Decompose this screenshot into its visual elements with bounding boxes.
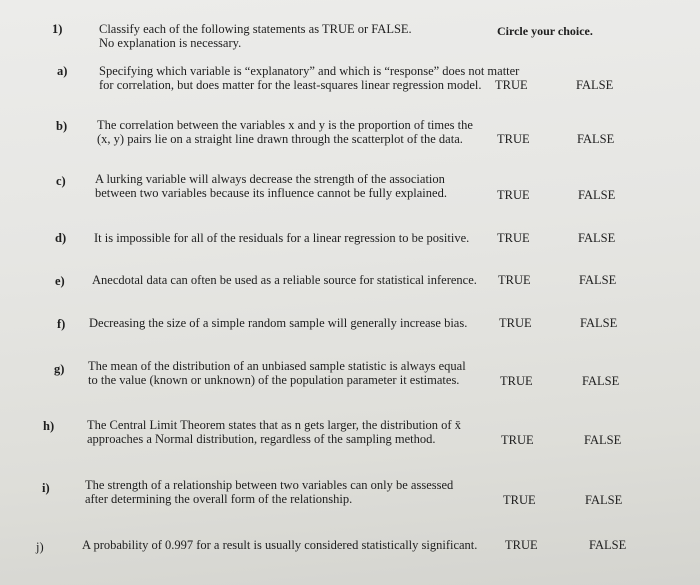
item-label: e) [55,274,65,288]
question-number: 1) [52,22,63,36]
true-choice[interactable]: TRUE [498,273,531,287]
statement-line-2: approaches a Normal distribution, regardless of the sampling method. [87,432,436,446]
item-label: a) [57,64,68,78]
statement-line-1: Decreasing the size of a simple random sample will generally increase bias. [89,316,468,330]
statement-line-1: The Central Limit Theorem states that as n gets larger, the distribution of x̄ [87,418,461,432]
statement-line-1: Anecdotal data can often be used as a reliable source for statistical inference. [92,273,477,287]
statement-line-2: (x, y) pairs lie on a straight line drawn through the scatterplot of the data. [97,132,463,146]
item-label: d) [55,231,67,245]
item-label: b) [56,119,68,133]
true-choice[interactable]: TRUE [505,538,538,552]
true-choice[interactable]: TRUE [501,433,534,447]
statement-line-2: between two variables because its influence cannot be fully explained. [95,186,447,200]
false-choice[interactable]: FALSE [585,493,623,507]
true-choice[interactable]: TRUE [495,78,528,92]
false-choice[interactable]: FALSE [584,433,622,447]
item-label: c) [56,174,66,188]
true-choice[interactable]: TRUE [500,374,533,388]
true-choice[interactable]: TRUE [497,231,530,245]
statement-line-1: Specifying which variable is “explanatory” and which is “response” does not matter [99,64,520,78]
statement-line-1: A probability of 0.997 for a result is usually considered statistically significant. [82,538,478,552]
statement-line-2: to the value (known or unknown) of the population parameter it estimates. [88,373,460,387]
false-choice[interactable]: FALSE [582,374,620,388]
true-choice[interactable]: TRUE [497,132,530,146]
instructions-line-2: No explanation is necessary. [99,36,242,50]
item-label: j) [36,540,44,554]
circle-choice-label: Circle your choice. [497,24,593,38]
statement-line-1: It is impossible for all of the residuals for a linear regression to be positive. [94,231,470,245]
false-choice[interactable]: FALSE [579,273,617,287]
false-choice[interactable]: FALSE [576,78,614,92]
statement-line-2: after determining the overall form of the relationship. [85,492,353,506]
statement-line-1: A lurking variable will always decrease the strength of the association [95,172,445,186]
item-label: h) [43,419,55,433]
true-choice[interactable]: TRUE [499,316,532,330]
true-choice[interactable]: TRUE [503,493,536,507]
false-choice[interactable]: FALSE [578,188,616,202]
statement-line-2: for correlation, but does matter for the least-squares linear regression model. [99,78,482,92]
false-choice[interactable]: FALSE [578,231,616,245]
true-choice[interactable]: TRUE [497,188,530,202]
item-label: g) [54,362,65,376]
instructions-line-1: Classify each of the following statements as TRUE or FALSE. [99,22,412,36]
false-choice[interactable]: FALSE [580,316,618,330]
false-choice[interactable]: FALSE [589,538,627,552]
statement-line-1: The correlation between the variables x and y is the proportion of times the [97,118,473,132]
item-label: f) [57,317,66,331]
statement-line-1: The mean of the distribution of an unbiased sample statistic is always equal [88,359,466,373]
false-choice[interactable]: FALSE [577,132,615,146]
statement-line-1: The strength of a relationship between two variables can only be assessed [85,478,454,492]
item-label: i) [42,481,50,495]
